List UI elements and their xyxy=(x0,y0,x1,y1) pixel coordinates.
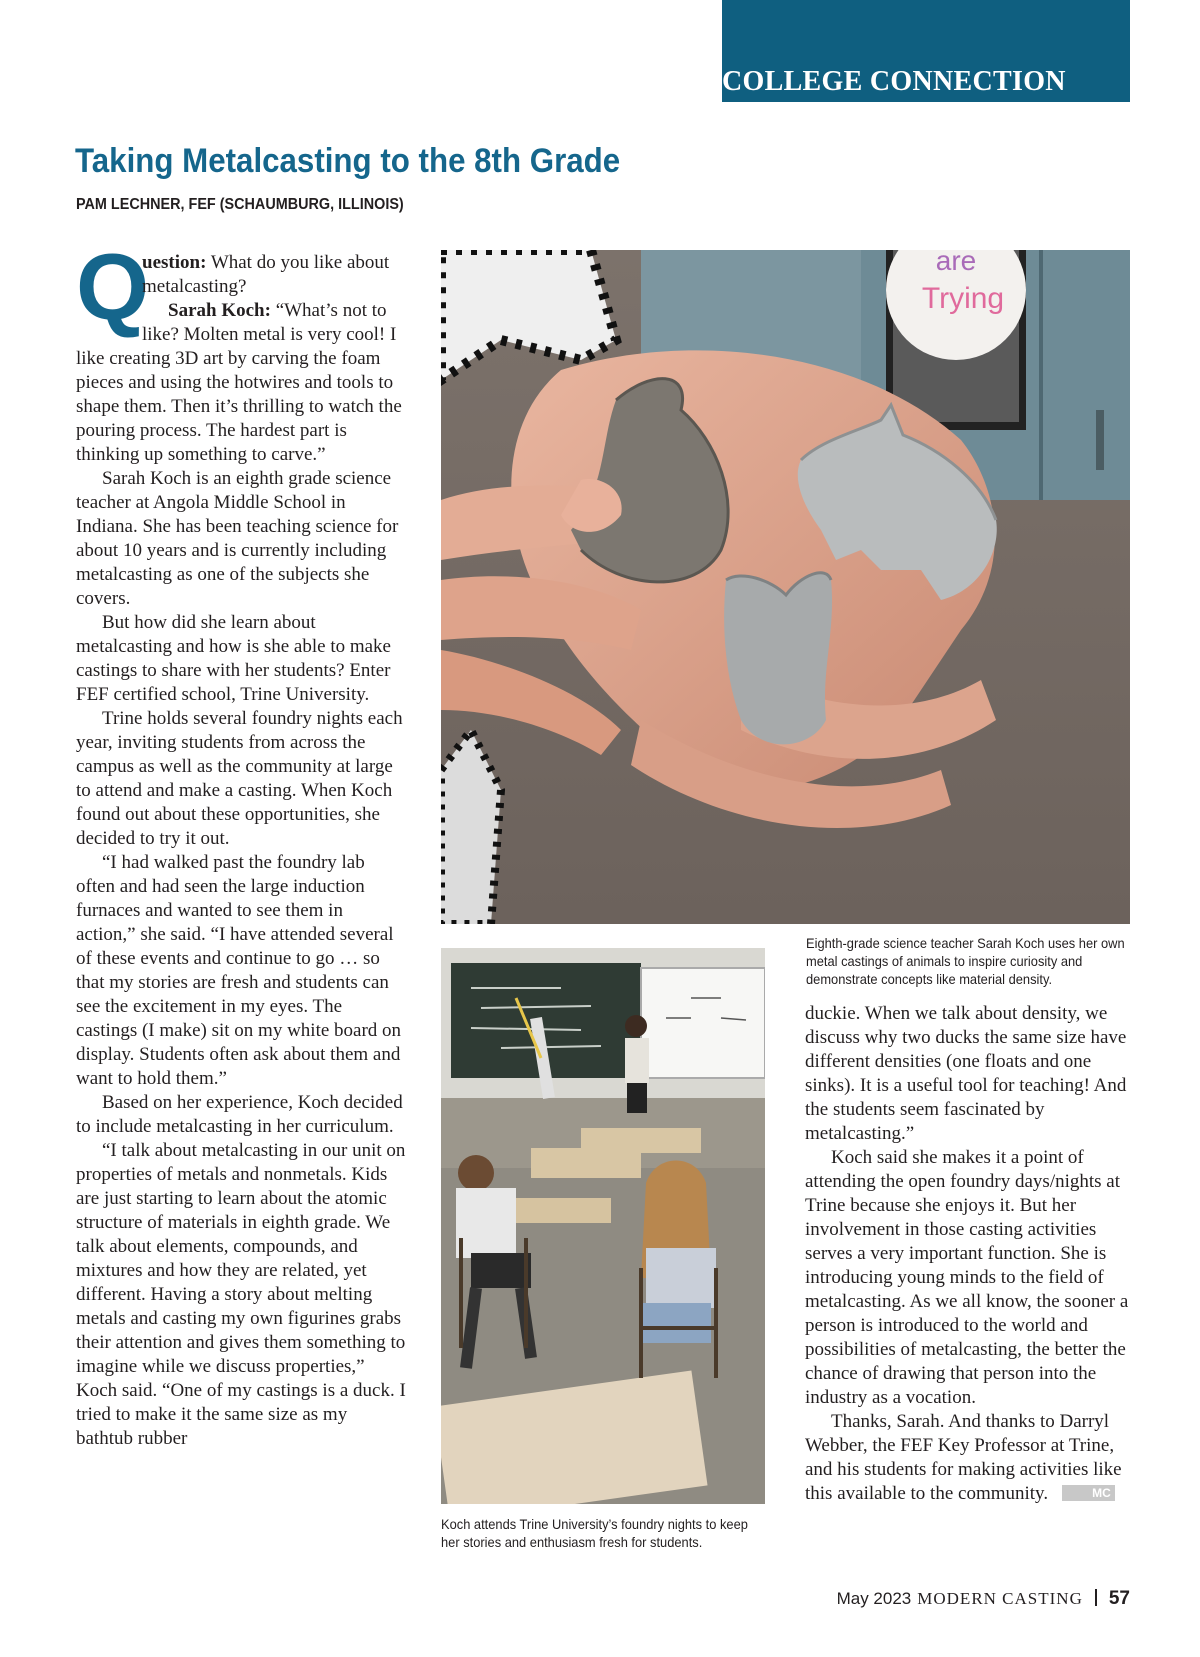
question-text: What do you like about metalcasting? xyxy=(142,252,390,297)
question-lead: uestion: xyxy=(142,252,207,273)
end-of-article-badge: MC xyxy=(1062,1485,1115,1501)
paragraph: Based on her experience, Koch decided to include metalcasting in her curriculum. xyxy=(76,1092,403,1137)
drop-cap: Q xyxy=(76,234,150,339)
poster-text: Trying xyxy=(921,282,1005,315)
castings-photo xyxy=(441,250,1130,924)
article-byline: PAM LECHNER, FEF (SCHAUMBURG, ILLINOIS) xyxy=(76,196,404,213)
article-column-right xyxy=(805,1002,1135,1506)
paragraph: “I talk about metalcasting in our unit on properties of metals and nonmetals. Kids are just starting to learn about the atomic structure of materials in eighth grade. We talk about elements, compounds, and mixtures and how they are related, yet different. Having a story about melting metals and casting my own figurines grabs their attention and gives them something to imagine while we discuss properties,” Koch said. “One of my castings is a duck. I tried to make it the same size as my bathtub rubber xyxy=(76,1140,406,1449)
castings-photo-caption: Eighth-grade science teacher Sarah Koch uses her own metal castings of animals to inspire curiosity and demonstrate concepts like material density. xyxy=(806,935,1125,987)
paragraph: Koch said she makes it a point of attending the open foundry days/nights at Trine because she enjoys it. But her involvement in those casting activities serves a very important function. She is introducing young minds to the field of metalcasting. As we all know, the sooner a person is introduced to the world and possibilities of metalcasting, the better the chance of drawing that person into the industry as a vocation. xyxy=(805,1147,1129,1408)
castings-photo-illustration xyxy=(441,250,1130,924)
section-label: COLLEGE CONNECTION xyxy=(722,66,1066,97)
footer-divider xyxy=(1095,1589,1097,1606)
classroom-photo-caption: Koch attends Trine University’s foundry nights to keep her stories and enthusiasm fresh for students. xyxy=(441,1516,748,1550)
poster-text: are xyxy=(935,250,977,276)
paragraph: Sarah Koch is an eighth grade science teacher at Angola Middle School in Indiana. She has been teaching science for about 10 years and is currently including metalcasting as one of the subjects she covers. xyxy=(76,468,399,609)
answer-lead: Sarah Koch: xyxy=(168,300,271,321)
issue-date: May 2023 xyxy=(836,1589,912,1608)
paragraph: But how did she learn about metalcasting and how is she able to make castings to share with her students? Enter FEF certified school, Trine University. xyxy=(76,612,391,705)
article-column-left xyxy=(76,234,406,1451)
page-number: 57 xyxy=(1108,1588,1130,1609)
classroom-photo-illustration xyxy=(441,948,765,1504)
closing-text: Thanks, Sarah. And thanks to Darryl Webber, the FEF Key Professor at Trine, and his students for making activities like this available to the community. xyxy=(805,1411,1122,1504)
article-title: Taking Metalcasting to the 8th Grade xyxy=(75,142,621,180)
classroom-photo xyxy=(441,948,765,1504)
paragraph: “I had walked past the foundry lab often and had seen the large induction furnaces and wanted to see them in action,” she said. “I have attended several of these events and continue to go … so that my stories are fresh and students can see the excitement in my eyes. The castings (I make) sit on my white board on display. Students often ask about them and want to hold them.” xyxy=(76,852,402,1089)
page-footer xyxy=(837,1588,1130,1610)
answer-text: “What’s not to like? Molten metal is very cool! I like creating 3D art by carving the foam pieces and using the hotwires and tools to shape them. Then it’s thrilling to watch the pouring process. The hardest part is thinking up something to carve.” xyxy=(76,300,402,465)
paragraph: Trine holds several foundry nights each year, inviting students from across the campus as well as the community at large to attend and make a casting. When Koch found out about these opportunities, she decided to try it out. xyxy=(76,708,403,849)
paragraph-closing xyxy=(805,1410,1135,1506)
paragraph: duckie. When we talk about density, we discuss why two ducks the same size have different densities (one floats and one sinks). It is a useful tool for teaching! And the students seem fascinated by metalcasting.” xyxy=(805,1003,1127,1144)
magazine-name: MODERN CASTING xyxy=(917,1589,1083,1608)
